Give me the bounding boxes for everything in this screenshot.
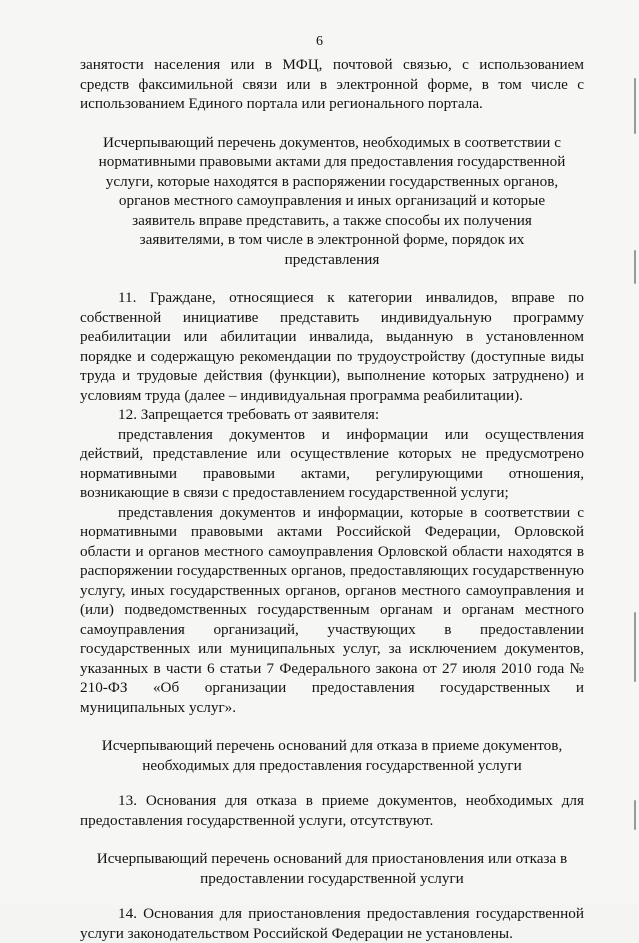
- spacer: [80, 830, 584, 849]
- intro-paragraph: занятости населения или в МФЦ, почтовой связью, с использованием средств факсимильной связи или в электронной форме, в том числе с использованием Единого портала или регионального портала.: [80, 56, 584, 112]
- section-heading-suspension: Исчерпывающий перечень оснований для приостановления или отказа в предоставлении государственной услуги: [96, 850, 568, 887]
- spacer: [80, 269, 584, 288]
- spacer: [80, 775, 584, 791]
- spacer: [80, 888, 584, 904]
- paragraph-14: 14. Основания для приостановления предоставления государственной услуги законодательством Российской Федерации не установлены.: [80, 905, 584, 942]
- paragraph-13: 13. Основания для отказа в приеме документов, необходимых для предоставления государственной услуги, отсутствуют.: [80, 792, 584, 829]
- section-heading-refusal-acceptance: Исчерпывающий перечень оснований для отказа в приеме документов, необходимых для предоставления государственной услуги: [101, 737, 563, 774]
- scan-edge-mark: [634, 78, 636, 134]
- paragraph-12: 12. Запрещается требовать от заявителя:: [118, 406, 380, 423]
- spacer: [80, 717, 584, 736]
- spacer: [80, 114, 584, 133]
- scan-edge-mark: [634, 800, 636, 830]
- scan-edge-mark: [634, 250, 636, 284]
- paragraph-11: 11. Граждане, относящиеся к категории инвалидов, вправе по собственной инициативе представить индивидуальную программу реабилитации или абилитации инвалида, выданную в установленном порядке и содержащую рекомендации по трудоустройству (доступные виды труда и трудовые действия (функции), выполнение которых затруднено) и условиям труда (далее – индивидуальная программа реабилитации).: [80, 289, 584, 404]
- page-number: 6: [316, 34, 323, 49]
- document-body: [80, 55, 584, 943]
- paragraph-12-item-1: представления документов и информации или осуществления действий, представление или осуществление которых не предусмотрено нормативными правовыми актами, регулирующими отношения, возникающие в связи с предоставлением государственной услуги;: [80, 425, 584, 501]
- paragraph-12-item-2: представления документов и информации, которые в соответствии с нормативными правовыми актами Российской Федерации, Орловской области и органов местного самоуправления Орловской области находятся в распоряжении государственных органов, предоставляющих государственную услугу, иных государственных органов, органов местного самоуправления и (или) подведомственных государственным органам и органам местного самоуправления организаций, участвующих в предоставлении государственных или муниципальных услуг, за исключением документов, указанных в части 6 статьи 7 Федерального закона от 27 июля 2010 года № 210-ФЗ «Об организации предоставления государственных и муниципальных услуг».: [80, 503, 584, 716]
- section-heading-documents: Исчерпывающий перечень документов, необходимых в соответствии с нормативными правовыми актами для предоставления государственной услуги, которые находятся в распоряжении государственных органов, органов местного самоуправления и иных организаций и которые заявитель вправе представить, а также способы их получения заявителями, в том числе в электронной форме, порядок их представления: [98, 133, 566, 268]
- scan-edge-mark: [634, 612, 636, 682]
